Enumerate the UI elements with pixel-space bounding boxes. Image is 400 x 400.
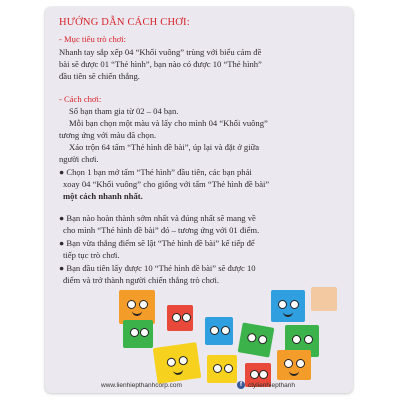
howto-heading: - Cách chơi: bbox=[59, 94, 102, 104]
cube-yellow bbox=[207, 355, 237, 383]
howto-line: Số bạn tham gia từ 02 – 04 bạn. bbox=[69, 106, 179, 116]
howto-line: Mỗi bạn chọn một màu và lấy cho mình 04 “Khối vuông” bbox=[69, 118, 268, 128]
howto-line: Xáo trộn 64 tấm “Thẻ hình đề bài”, úp lại và đặt ở giữa bbox=[69, 142, 260, 152]
rule-line: một cách nhanh nhất. bbox=[63, 191, 143, 201]
website-link[interactable]: www.lienhiepthanhcorp.com bbox=[101, 382, 182, 389]
howto-line: người chơi. bbox=[59, 154, 99, 164]
goal-line: bài sẽ được 01 “Thẻ hình”, bạn nào có được 10 “Thẻ hình” bbox=[59, 59, 262, 69]
goal-line: Nhanh tay sắp xếp 04 “Khối vuông” trùng với biểu cảm đề bbox=[59, 47, 262, 57]
cube-orange bbox=[119, 290, 155, 324]
cube-green bbox=[238, 322, 275, 357]
instruction-card bbox=[45, 7, 353, 393]
rule-line: ● Chọn 1 bạn mở tấm “Thẻ hình” đầu tiên, các bạn phải bbox=[59, 167, 252, 177]
cube-blue bbox=[271, 290, 305, 322]
cube-green bbox=[123, 320, 153, 348]
goal-heading: - Mục tiêu trò chơi: bbox=[59, 34, 127, 44]
cube-yellow bbox=[153, 342, 202, 384]
rule-line: tiếp tục trò chơi. bbox=[63, 250, 120, 260]
cube-blue bbox=[205, 317, 233, 345]
rule-line: ● Bạn đầu tiên lấy được 10 “Thẻ hình đề bài” sẽ được 10 bbox=[59, 263, 256, 273]
facebook-icon: f bbox=[237, 381, 245, 389]
cube-red bbox=[167, 305, 193, 331]
facebook-handle[interactable]: ctylienhiepthanh bbox=[248, 382, 295, 389]
rule-line: ● Bạn nào hoàn thành sớm nhất và đúng nhất sẽ mang về bbox=[59, 213, 256, 223]
cube-orange bbox=[277, 350, 311, 380]
cube-peach bbox=[311, 287, 337, 311]
rule-line: điểm và trở thành người chiến thắng trò chơi. bbox=[63, 275, 219, 285]
goal-line: đầu tiên sẽ chiến thắng. bbox=[59, 71, 140, 81]
rule-line: cho mình “Thẻ hình đề bài” đó – tương ứng với 01 điểm. bbox=[63, 225, 260, 235]
card-title: HƯỚNG DẪN CÁCH CHƠI: bbox=[59, 17, 190, 28]
rule-line: xoay 04 “Khối vuông” cho giống với tấm “Thẻ hình đề bài” bbox=[63, 179, 270, 189]
howto-line: tương ứng với màu đã chọn. bbox=[59, 130, 157, 140]
rule-line: ● Bạn vừa thắng điểm sẽ lật “Thẻ hình đề bài” kế tiếp để bbox=[59, 238, 255, 248]
